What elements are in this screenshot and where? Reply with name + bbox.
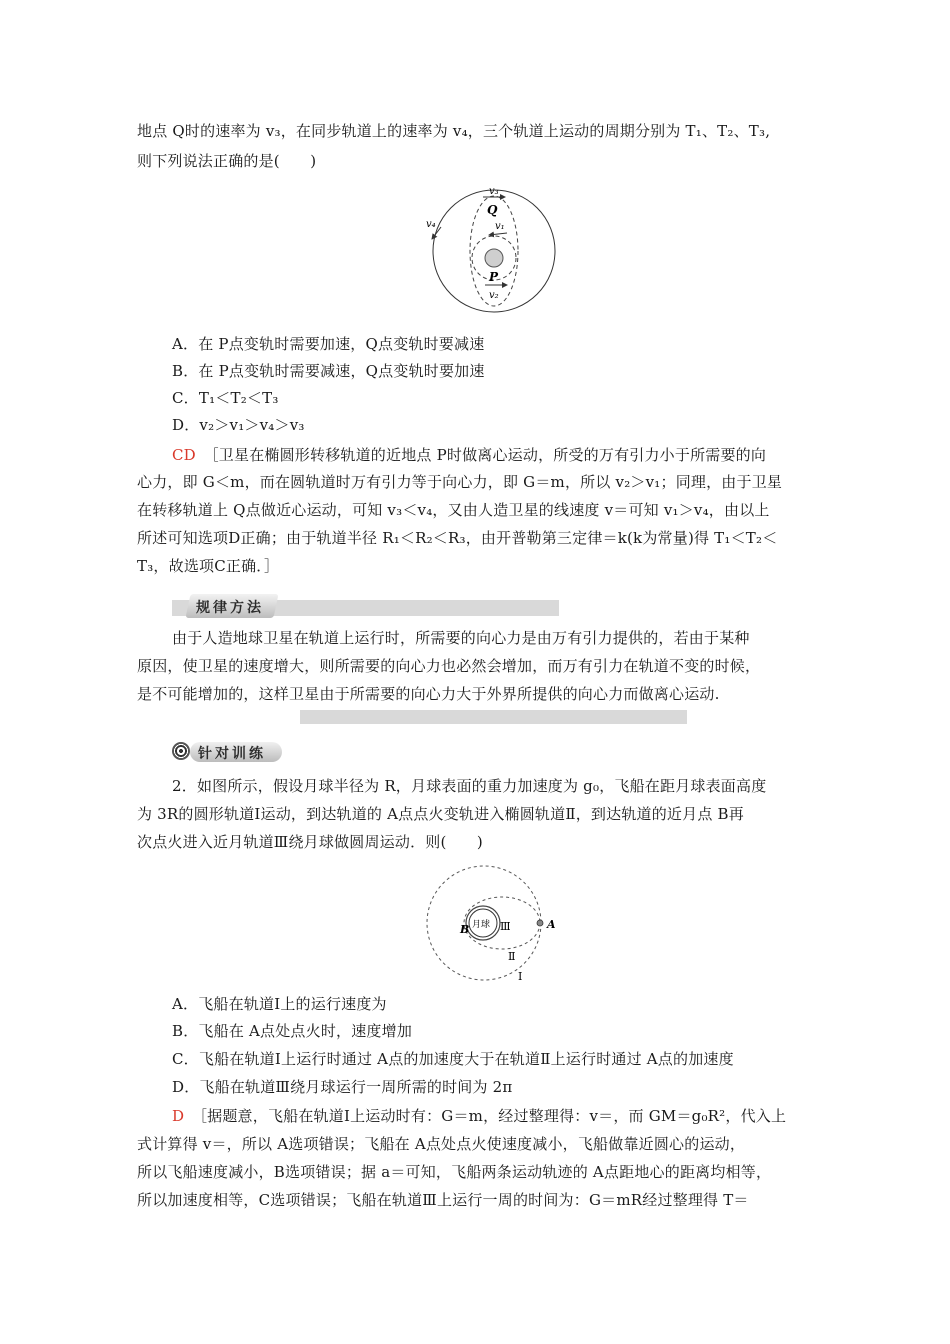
label-iii: Ⅲ: [500, 920, 511, 933]
label-moon: 月球: [472, 920, 491, 930]
label-v1: v₁: [495, 221, 505, 232]
q2-option-b: B．飞船在 A点处点火时，速度增加: [172, 1022, 413, 1040]
q1-explanation-line-5: T₃，故选项C正确．］: [137, 557, 280, 575]
label-v2: v₂: [489, 290, 499, 301]
q1-option-b: B．在 P点变轨时需要减速，Q点变轨时要加速: [172, 362, 485, 380]
q2-question-line-2: 为 3R的圆形轨道Ⅰ运动，到达轨道的 A点点火变轨进入椭圆轨道Ⅱ，到达轨道的近月点 B再: [137, 805, 744, 823]
q2-question-line-3: 次点火进入近月轨道Ⅲ绕月球做圆周运动．则( ): [137, 833, 483, 851]
point-a: [537, 920, 543, 926]
q1-option-c: C．T₁＜T₂＜T₃: [172, 389, 279, 407]
method-footer-bar: [300, 710, 687, 724]
q2-explanation-line-4: 所以加速度相等，C选项错误；飞船在轨道Ⅲ上运行一周的时间为：G＝mR经过整理得 T＝: [137, 1191, 749, 1209]
q2-explanation-line-1: D ［据题意，飞船在轨道Ⅰ上运动时有：G＝m，经过整理得：v＝，而 GM＝g₀R²，代入上: [172, 1107, 787, 1125]
label-q: Q: [487, 203, 498, 217]
v1-arrow: [489, 233, 507, 235]
earth: [485, 249, 503, 267]
label-ii: Ⅱ: [508, 950, 516, 963]
q1-intro-line-1: 地点 Q时的速率为 v₃，在同步轨道上的速率为 v₄，三个轨道上运动的周期分别为 T₁、T₂、T₃,: [137, 122, 771, 140]
orbit-diagram: [415, 185, 565, 320]
q2-option-a: A．飞船在轨道Ⅰ上的运行速度为: [172, 995, 387, 1013]
label-v3: v₃: [489, 186, 499, 197]
q2-answer-key: D: [172, 1107, 185, 1125]
method-text-line-1: 由于人造地球卫星在轨道上运行时，所需要的向心力是由万有引力提供的，若由于某种: [172, 629, 750, 647]
q1-intro-line-2: 则下列说法正确的是( ): [137, 152, 317, 170]
q1-explanation-line-4: 所述可知选项D正确；由于轨道半径 R₁＜R₂＜R₃，由开普勒第三定律＝k(k为常量)得 T₁＜T₂＜: [137, 529, 778, 547]
q1-explanation-line-2: 心力，即 G＜m，而在圆轨道时万有引力等于向心力，即 G＝m，所以 v₂＞v₁；同理，由于卫星: [137, 473, 783, 491]
q1-explanation-line-1: CD ［卫星在椭圆形转移轨道的近地点 P时做离心运动，所受的万有引力小于所需要的向: [172, 446, 767, 464]
q2-explanation-line-2: 式计算得 v＝，所以 A选项错误；飞船在 A点处点火使速度减小，飞船做靠近圆心的运动，: [137, 1135, 746, 1153]
q1-option-a: A．在 P点变轨时需要加速，Q点变轨时要减速: [172, 335, 485, 353]
q2-explanation-line-3: 所以飞船速度减小，B选项错误；据 a＝可知，飞船两条运动轨迹的 A点距地心的距离均相等，: [137, 1163, 772, 1181]
q2-option-c: C．飞船在轨道Ⅰ上运行时通过 A点的加速度大于在轨道Ⅱ上运行时通过 A点的加速度: [172, 1050, 734, 1068]
label-p: P: [489, 270, 499, 284]
q1-explanation-line-3: 在转移轨道上 Q点做近心运动，可知 v₃＜v₄，又由人造卫星的线速度 v＝可知 v₁＞v₄，由以上: [137, 501, 770, 519]
method-text-line-3: 是不可能增加的，这样卫星由于所需要的向心力大于外界所提供的向心力而做离心运动.: [137, 685, 720, 703]
label-a: A: [547, 918, 556, 931]
moon-orbit-diagram: [420, 860, 570, 985]
q2-question-line-1: 2．如图所示，假设月球半径为 R，月球表面的重力加速度为 g₀，飞船在距月球表面高度: [172, 777, 767, 795]
method-text-line-2: 原因，使卫星的速度增大，则所需要的向心力也必然会增加，而万有引力在轨道不变的时候，: [137, 657, 761, 675]
q2-option-d: D．飞船在轨道Ⅲ绕月球运行一周所需的时间为 2π: [172, 1078, 513, 1096]
target-icon: [172, 742, 190, 760]
training-label: 针对训练: [198, 746, 266, 762]
label-i: Ⅰ: [518, 970, 523, 983]
q1-option-d: D．v₂＞v₁＞v₄＞v₃: [172, 416, 305, 434]
method-label: 规律方法: [196, 600, 264, 616]
label-v4: v₄: [426, 219, 436, 230]
q1-answer-key: CD: [172, 446, 196, 464]
label-b: B: [460, 923, 470, 936]
